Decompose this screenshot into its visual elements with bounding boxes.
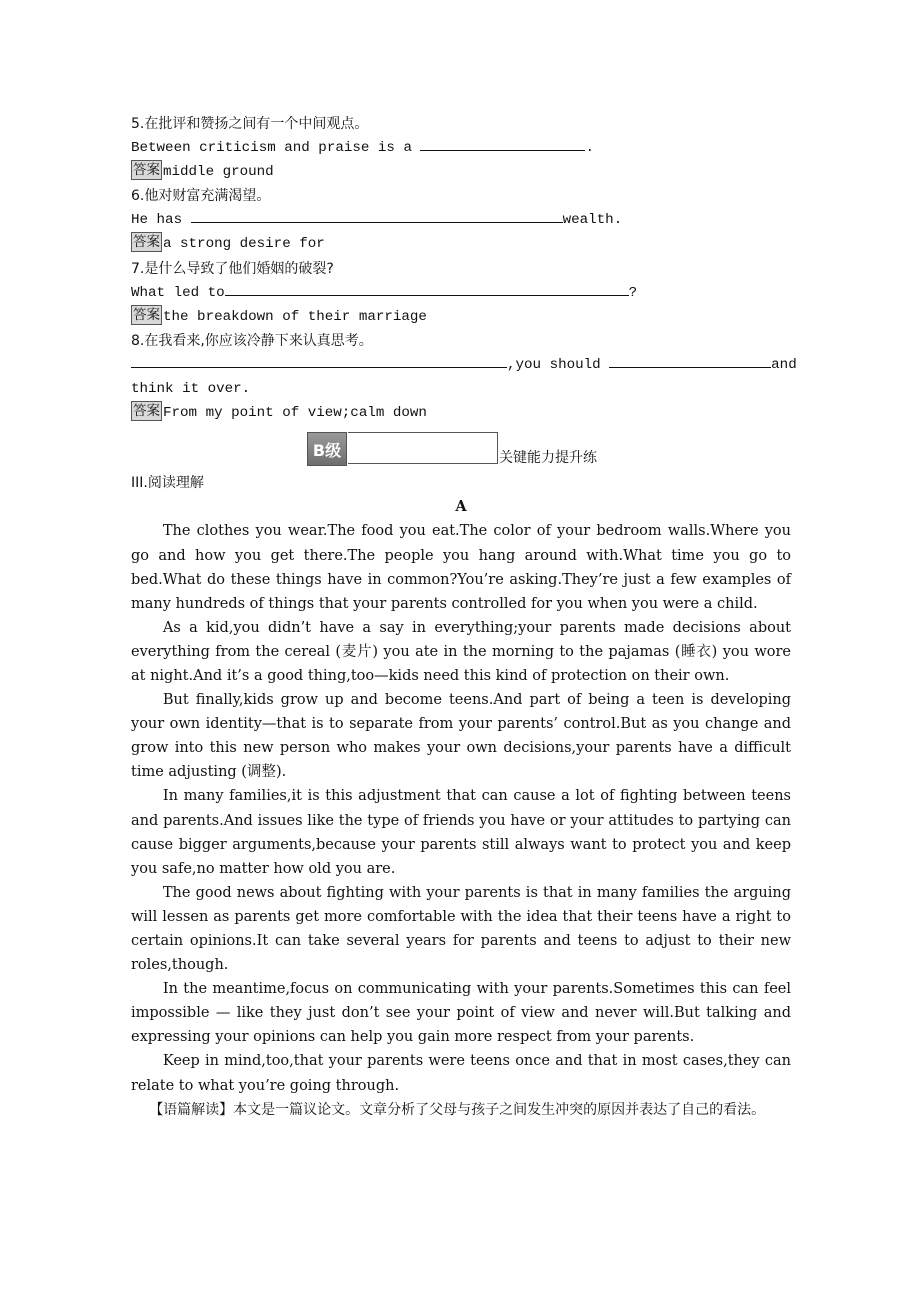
answer-tag: 答案 bbox=[133, 234, 160, 251]
answer-blank bbox=[420, 136, 585, 151]
answer-tag: 答案 bbox=[133, 403, 160, 420]
answer-6: 答案 a strong desire for bbox=[133, 234, 325, 253]
answer-blank bbox=[609, 353, 771, 368]
passage-letter: A bbox=[455, 498, 467, 516]
paragraph: In many families,it is this adjustment that can cause a lot of fighting between teens and parents.And issues like the type of friends you have or your attitudes to partying can cause bigger arguments,because your parents still always want to protect you and keep you safe,no matter how old you are. bbox=[131, 788, 791, 877]
paragraph: But finally,kids grow up and become teens.And part of being a teen is developing your own identity—that is to separate from your parents’ control.But as you change and grow into this new person who makes your own decisions,your parents have a difficult time adjusting (调整). bbox=[131, 692, 791, 781]
question-8-chinese: 8.在我看来,你应该冷静下来认真思考。 bbox=[131, 332, 373, 349]
paragraph: As a kid,you didn’t have a say in everything;your parents made decisions about everything from the cereal (麦片) you ate in the morning to the pajamas (睡衣) you wore at night.And it’s a good thing,too—kids need this kind of protection on their own. bbox=[131, 619, 791, 684]
paragraph: Keep in mind,too,that your parents were teens once and that in most cases,they can relate to what you’re going through. bbox=[131, 1053, 791, 1094]
paragraph: In the meantime,focus on communicating with your parents.Sometimes this can feel impossible — like they just don’t see your point of view and never will.But talking and expressing your opinions can help you gain more respect from your parents. bbox=[131, 981, 791, 1046]
passage-body bbox=[131, 519, 791, 1097]
level-label: 关键能力提升练 bbox=[499, 450, 597, 467]
answer-blank bbox=[131, 353, 507, 368]
answer-blank bbox=[225, 281, 629, 296]
answer-7: 答案 the breakdown of their marriage bbox=[133, 306, 427, 325]
answer-8: 答案 From my point of view;calm down bbox=[133, 403, 427, 422]
level-badge: B级 bbox=[307, 432, 347, 466]
question-8-english-line2: think it over. bbox=[131, 381, 251, 398]
question-6-chinese: 6.他对财富充满渴望。 bbox=[131, 188, 271, 205]
level-header bbox=[131, 425, 791, 469]
question-5-chinese: 5.在批评和赞扬之间有一个中间观点。 bbox=[131, 116, 369, 132]
question-5-english: Between criticism and praise is a . bbox=[131, 136, 791, 160]
paragraph: The clothes you wear.The food you eat.The color of your bedroom walls.Where you go and how you get there.The people you hang around with.What time you go to bed.What do these things have in common?You’re asking.They’re just a few examples of many hundreds of things that your parents controlled for you when you were a child. bbox=[131, 523, 791, 612]
answer-5: 答案 middle ground bbox=[133, 162, 274, 181]
answer-tag: 答案 bbox=[133, 162, 160, 179]
document-page bbox=[131, 112, 797, 1122]
section-title: III.阅读理解 bbox=[131, 475, 204, 492]
level-box bbox=[348, 432, 498, 464]
question-6-english: He has wealth. bbox=[131, 208, 791, 232]
paragraph: The good news about fighting with your parents is that in many families the arguing will lessen as parents get more comfortable with the idea that their teens have a right to certain opinions.It can take several years for parents and teens to adjust to their new roles,though. bbox=[131, 884, 791, 974]
answer-blank bbox=[191, 208, 563, 223]
answer-tag: 答案 bbox=[133, 306, 160, 323]
question-7-chinese: 7.是什么导致了他们婚姻的破裂? bbox=[131, 260, 334, 277]
question-7-english: What led to ? bbox=[131, 281, 791, 305]
question-8-english: ,you should and bbox=[131, 353, 791, 377]
passage-summary: 【语篇解读】本文是一篇议论文。文章分析了父母与孩子之间发生冲突的原因并表达了自己的看法。 bbox=[149, 1101, 766, 1118]
